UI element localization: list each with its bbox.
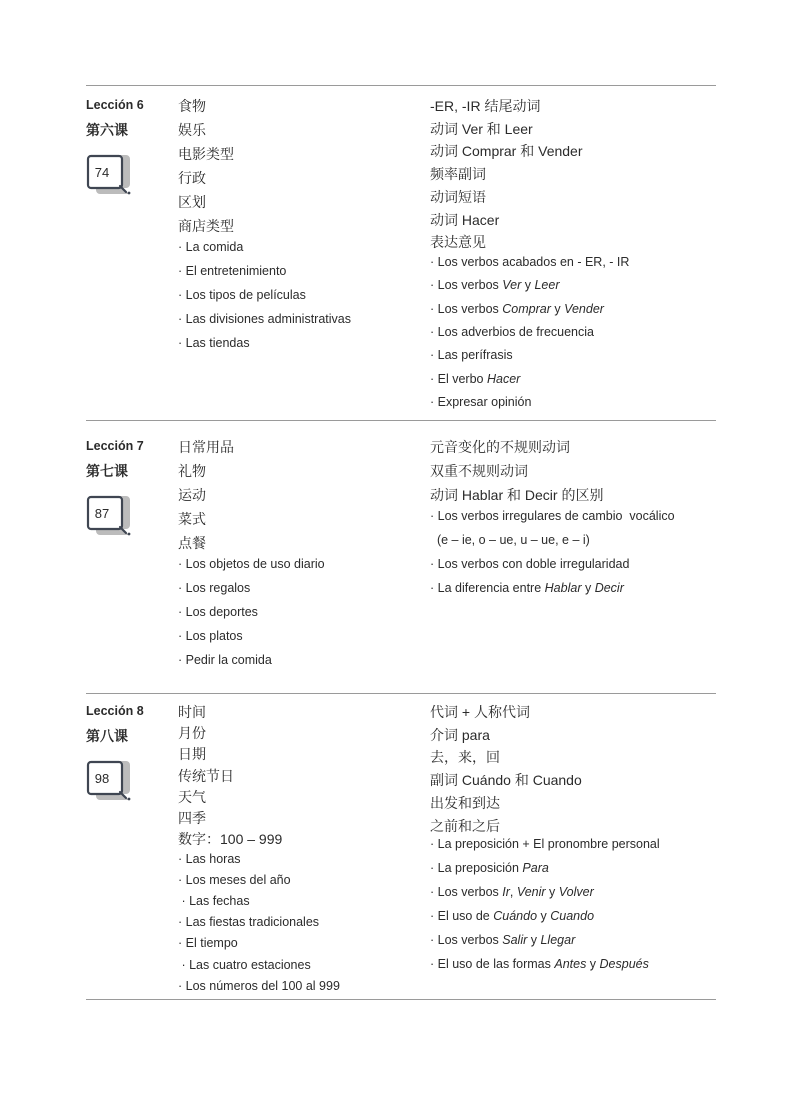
lesson-title-cn: 第七课 — [86, 463, 128, 479]
page-badge[interactable] — [86, 495, 132, 537]
grammar-item-es — [430, 348, 513, 362]
grammar-item-es — [430, 909, 594, 923]
vocab-item-es: · Los platos — [178, 629, 243, 643]
item-text: y — [550, 301, 565, 316]
vocab-item-es: · Las cuatro estaciones — [178, 957, 311, 972]
grammar-item-cn: 出发和到达 — [430, 794, 500, 811]
grammar-item-es — [430, 837, 660, 851]
item-text: · El uso de las formas — [430, 957, 555, 971]
lesson-title-cn: 第八课 — [86, 728, 128, 744]
emphasis-term: Volver — [558, 885, 594, 899]
vocab-item-es: · Las tiendas — [178, 336, 250, 350]
emphasis-term: Salir — [502, 933, 528, 947]
grammar-item-cn: 去，来，回 — [430, 749, 500, 766]
vocab-item-es: · El entretenimiento — [178, 264, 287, 278]
grammar-item-cn: 动词短语 — [430, 188, 486, 205]
item-text: · El verbo — [430, 371, 487, 386]
grammar-item-es — [430, 933, 575, 947]
emphasis-term: Para — [522, 861, 549, 875]
divider-bottom — [86, 999, 716, 1000]
item-text: · Los verbos — [430, 885, 503, 899]
emphasis-term: Después — [599, 957, 649, 971]
grammar-item-es — [430, 278, 560, 292]
grammar-item-cn: -ER, -IR 结尾动词 — [430, 98, 541, 114]
grammar-item-cn: 介词 para — [430, 726, 490, 743]
vocab-item-cn: 菜式 — [178, 511, 206, 527]
item-text: (e – ie, o – ue, u – ue, e – i) — [430, 533, 590, 547]
item-text: · Las perífrasis — [430, 348, 513, 363]
grammar-item-es — [430, 957, 649, 971]
item-text: · La diferencia entre — [430, 581, 545, 595]
grammar-item-cn: 双重不规则动词 — [430, 463, 528, 479]
lesson-title: Lección 8 — [86, 704, 144, 718]
grammar-item-es — [430, 302, 604, 316]
vocab-item-es: · Los objetos de uso diario — [178, 557, 325, 571]
vocab-item-cn: 数字：100 – 999 — [178, 831, 283, 848]
vocab-item-cn: 四季 — [178, 810, 206, 826]
vocab-item-es: · Las divisiones administrativas — [178, 312, 351, 326]
grammar-item-cn: 动词 Hacer — [430, 211, 500, 228]
vocab-item-cn: 时间 — [178, 704, 206, 720]
grammar-item-cn: 动词 Hablar 和 Decir 的区别 — [430, 487, 604, 503]
divider — [86, 693, 716, 694]
item-text: · Los verbos con doble irregularidad — [430, 557, 630, 571]
emphasis-term: Decir — [594, 581, 624, 595]
vocab-item-cn: 天气 — [178, 788, 206, 805]
vocab-item-es: · Las horas — [178, 852, 241, 866]
grammar-item-es — [430, 255, 629, 269]
grammar-item-es — [430, 581, 624, 595]
lesson-title: Lección 6 — [86, 98, 144, 112]
item-text: y — [527, 933, 541, 947]
item-text: y — [537, 909, 551, 923]
vocab-item-cn: 区划 — [178, 194, 206, 210]
vocab-item-cn: 礼物 — [178, 463, 206, 479]
grammar-item-cn: 频率副词 — [430, 166, 486, 183]
page-number: 98 — [94, 771, 110, 786]
item-text: · Los verbos acabados en - ER, - IR — [430, 255, 630, 269]
vocab-item-es: · Los números del 100 al 999 — [178, 978, 340, 993]
vocab-item-es: · Las fiestas tradicionales — [178, 915, 320, 930]
grammar-item-es — [430, 395, 531, 409]
grammar-item-cn: 表达意见 — [430, 234, 486, 251]
grammar-item-es — [430, 325, 594, 339]
item-text: y — [586, 957, 600, 971]
vocab-item-cn: 月份 — [178, 725, 206, 742]
item-text: , — [509, 885, 517, 899]
vocab-item-cn: 娱乐 — [178, 122, 206, 138]
page-number: 87 — [94, 506, 110, 521]
grammar-item-cn: 副词 Cuándo 和 Cuando — [430, 772, 582, 789]
emphasis-term: Hacer — [486, 371, 521, 386]
divider-top — [86, 85, 716, 86]
grammar-item-cn: 代词 + 人称代词 — [430, 704, 530, 720]
emphasis-term: Ver — [502, 278, 522, 293]
vocab-item-es: · Los deportes — [178, 605, 258, 619]
item-text: · El uso de — [430, 909, 494, 923]
item-text: y — [521, 278, 535, 293]
item-text: · Expresar opinión — [430, 394, 532, 409]
item-text: y — [581, 581, 595, 595]
item-text: y — [545, 885, 559, 899]
emphasis-term: Ir — [502, 885, 510, 899]
lesson-title: Lección 7 — [86, 439, 144, 453]
vocab-item-cn: 点餐 — [178, 535, 206, 551]
emphasis-term: Cuándo — [493, 909, 538, 923]
page-badge[interactable] — [86, 154, 132, 196]
vocab-item-es: · Los meses del año — [178, 873, 291, 888]
emphasis-term: Antes — [554, 957, 587, 971]
grammar-item-es — [430, 557, 629, 571]
page-number: 74 — [94, 165, 110, 180]
emphasis-term: Comprar — [502, 301, 551, 316]
vocab-item-es: · Las fechas — [178, 894, 250, 909]
emphasis-term: Llegar — [540, 933, 576, 947]
emphasis-term: Venir — [516, 885, 546, 899]
vocab-item-cn: 日常用品 — [178, 439, 234, 455]
divider — [86, 420, 716, 421]
item-text: · Los verbos — [430, 301, 503, 316]
grammar-item-cn: 元音变化的不规则动词 — [430, 439, 570, 455]
item-text: · La preposición — [430, 861, 523, 875]
vocab-item-cn: 商店类型 — [178, 218, 234, 234]
vocab-item-es: · El tiempo — [178, 936, 238, 951]
emphasis-term: Cuando — [550, 909, 595, 923]
grammar-item-es — [430, 533, 590, 547]
item-text: · Los adverbios de frecuencia — [430, 324, 594, 339]
vocab-item-cn: 电影类型 — [178, 146, 234, 162]
vocab-item-es: · Pedir la comida — [178, 653, 272, 667]
emphasis-term: Hablar — [544, 581, 582, 595]
grammar-item-es — [430, 885, 594, 899]
grammar-item-es — [430, 861, 549, 875]
vocab-item-es: · La comida — [178, 240, 244, 254]
lesson-title-cn: 第六课 — [86, 122, 128, 138]
vocab-item-cn: 运动 — [178, 487, 206, 503]
item-text: · Los verbos irregulares de cambio vocálico — [430, 509, 675, 523]
emphasis-term: Leer — [534, 278, 560, 293]
item-text: · Los verbos — [430, 278, 503, 293]
grammar-item-cn: 动词 Comprar 和 Vender — [430, 143, 583, 160]
vocab-item-cn: 传统节日 — [178, 767, 234, 784]
vocab-item-cn: 行政 — [178, 170, 206, 186]
vocab-item-es: · Los tipos de películas — [178, 288, 306, 302]
page-badge[interactable] — [86, 760, 132, 802]
item-text: · La preposición + El pronombre personal — [430, 837, 660, 851]
grammar-item-cn: 动词 Ver 和 Leer — [430, 120, 533, 137]
emphasis-term: Vender — [564, 301, 604, 316]
vocab-item-cn: 日期 — [178, 746, 206, 763]
vocab-item-cn: 食物 — [178, 98, 206, 114]
grammar-item-cn: 之前和之后 — [430, 817, 500, 834]
vocab-item-es: · Los regalos — [178, 581, 251, 595]
item-text: · Los verbos — [430, 933, 503, 947]
grammar-item-es — [430, 509, 675, 523]
grammar-item-es — [430, 372, 520, 386]
